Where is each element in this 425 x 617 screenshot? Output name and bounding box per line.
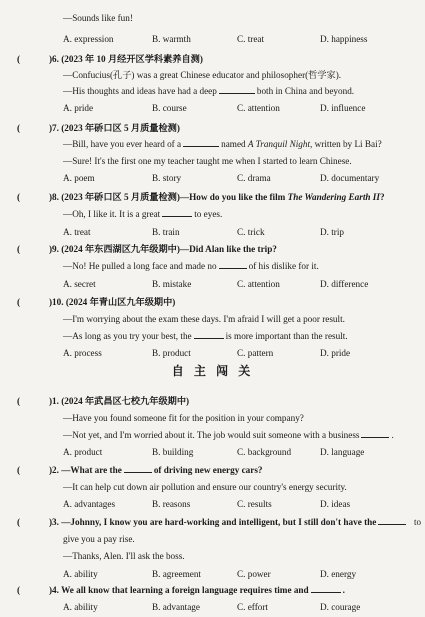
q7-text-2: —Sure! It's the first one my teacher taught me when I started to learn Chinese. bbox=[63, 156, 352, 166]
answer-paren[interactable]: ( bbox=[17, 585, 21, 595]
top-options bbox=[0, 31, 425, 47]
question-10-line-1 bbox=[0, 311, 425, 327]
s3-head-b: to bbox=[413, 517, 421, 527]
question-s1-header bbox=[0, 393, 425, 409]
question-10-header bbox=[0, 294, 425, 310]
q7-text-1c: , written by Li Bai? bbox=[310, 139, 382, 149]
poem-title: A Tranquil Night bbox=[247, 139, 311, 149]
question-8-title: )8. (2023 年硚口区 5 月质量检测)—How do you like the film bbox=[49, 192, 286, 202]
question-s2-line-1 bbox=[0, 479, 425, 495]
option-c[interactable]: C. treat bbox=[237, 34, 265, 44]
option-a[interactable]: A. advantages bbox=[63, 499, 116, 509]
section-heading: 自 主 闯 关 bbox=[171, 364, 254, 378]
option-a[interactable]: A. expression bbox=[63, 34, 114, 44]
question-10-options bbox=[0, 345, 425, 361]
answer-blank[interactable] bbox=[219, 84, 255, 94]
answer-paren[interactable]: ( bbox=[17, 297, 21, 307]
question-s1-line-2 bbox=[0, 427, 425, 443]
answer-paren[interactable]: ( bbox=[17, 244, 21, 254]
question-s3-line-1 bbox=[0, 531, 425, 547]
question-s1-title: )1. (2024 年武昌区七校九年级期中) bbox=[49, 396, 190, 406]
q10-text-2a: —As long as you try your best, the bbox=[63, 331, 192, 341]
option-b[interactable]: B. story bbox=[152, 173, 182, 183]
answer-blank[interactable] bbox=[124, 463, 152, 473]
option-d[interactable]: D. ideas bbox=[320, 499, 351, 509]
answer-paren[interactable]: ( bbox=[17, 123, 21, 133]
option-b[interactable]: B. mistake bbox=[152, 279, 192, 289]
question-s3-options bbox=[0, 566, 425, 582]
q8-text-1a: —Oh, I like it. It is a great bbox=[63, 209, 161, 219]
question-7-line-1 bbox=[0, 136, 425, 152]
question-s3-line-2 bbox=[0, 548, 425, 564]
question-9-options bbox=[0, 276, 425, 292]
option-c[interactable]: C. results bbox=[237, 499, 272, 509]
q9-text-1b: of his dislike for it. bbox=[248, 261, 319, 271]
question-9-line-1 bbox=[0, 258, 425, 274]
option-d[interactable]: D. energy bbox=[320, 569, 357, 579]
answer-paren[interactable]: ( bbox=[17, 54, 21, 64]
option-b[interactable]: B. course bbox=[152, 103, 187, 113]
answer-blank[interactable] bbox=[311, 583, 341, 593]
question-8-header bbox=[0, 189, 425, 205]
s3-text-2: —Thanks, Alen. I'll ask the boss. bbox=[63, 551, 185, 561]
question-7-options bbox=[0, 170, 425, 186]
option-c[interactable]: C. drama bbox=[237, 173, 271, 183]
s1-text-1: —Have you found someone fit for the position in your company? bbox=[63, 413, 304, 423]
option-b[interactable]: B. product bbox=[152, 348, 191, 358]
s1-text-2a: —Not yet, and I'm worried about it. The job would suit someone with a business bbox=[63, 430, 360, 440]
option-a[interactable]: A. ability bbox=[63, 602, 98, 612]
option-d[interactable]: D. courage bbox=[320, 602, 361, 612]
s4-head-a: )4. We all know that learning a foreign language requires time and bbox=[49, 585, 309, 595]
option-a[interactable]: A. poem bbox=[63, 173, 95, 183]
question-s1-options bbox=[0, 444, 425, 460]
question-10-line-2 bbox=[0, 328, 425, 344]
q9-text-1a: —No! He pulled a long face and made no bbox=[63, 261, 217, 271]
option-d[interactable]: D. difference bbox=[320, 279, 369, 289]
option-d[interactable]: D. influence bbox=[320, 103, 366, 113]
option-d[interactable]: D. pride bbox=[320, 348, 351, 358]
option-a[interactable]: A. pride bbox=[63, 103, 94, 113]
s3-text-1: give you a pay rise. bbox=[63, 534, 135, 544]
question-6-header bbox=[0, 51, 425, 67]
option-c[interactable]: C. background bbox=[237, 447, 292, 457]
option-c[interactable]: C. effort bbox=[237, 602, 268, 612]
option-a[interactable]: A. product bbox=[63, 447, 103, 457]
question-6-line-2 bbox=[0, 83, 425, 99]
option-b[interactable]: B. train bbox=[152, 227, 180, 237]
q6-text-1: —Confucius(孔子) was a great Chinese educator and philosopher(哲学家). bbox=[63, 70, 342, 80]
option-a[interactable]: A. secret bbox=[63, 279, 96, 289]
q7-text-1a: —Bill, have you ever heard of a bbox=[63, 139, 182, 149]
option-b[interactable]: B. agreement bbox=[152, 569, 201, 579]
question-6-title: )6. (2023 年 10 月经开区学科素养自测) bbox=[49, 54, 203, 64]
answer-blank[interactable] bbox=[378, 515, 406, 525]
option-a[interactable]: A. treat bbox=[63, 227, 91, 237]
option-c[interactable]: C. pattern bbox=[237, 348, 274, 358]
option-c[interactable]: C. trick bbox=[237, 227, 265, 237]
question-6-options bbox=[0, 100, 425, 116]
s1-text-2b: . bbox=[391, 430, 394, 440]
option-c[interactable]: C. attention bbox=[237, 279, 280, 289]
option-b[interactable]: B. building bbox=[152, 447, 194, 457]
question-s4-options bbox=[0, 599, 425, 615]
answer-paren[interactable]: ( bbox=[17, 396, 21, 406]
option-d[interactable]: D. language bbox=[320, 447, 365, 457]
question-s2-options bbox=[0, 496, 425, 512]
q10-text-2b: is more important than the result. bbox=[225, 331, 348, 341]
question-7-header bbox=[0, 120, 425, 136]
s2-head-a: )2. —What are the bbox=[49, 465, 122, 475]
answer-blank[interactable] bbox=[361, 428, 389, 438]
answer-paren[interactable]: ( bbox=[17, 192, 21, 202]
option-b[interactable]: B. advantage bbox=[152, 602, 200, 612]
question-7-line-2 bbox=[0, 153, 425, 169]
option-a[interactable]: A. process bbox=[63, 348, 102, 358]
question-s2-header bbox=[0, 462, 425, 478]
option-d[interactable]: D. documentary bbox=[320, 173, 380, 183]
question-9-title: )9. (2024 年东西湖区九年级期中)—Did Alan like the trip? bbox=[49, 244, 277, 254]
question-7-title: )7. (2023 年硚口区 5 月质量检测) bbox=[49, 123, 180, 133]
question-s1-line-1 bbox=[0, 410, 425, 426]
q10-text-1: —I'm worrying about the exam these days. I'm afraid I will get a poor result. bbox=[63, 314, 345, 324]
question-9-header bbox=[0, 241, 425, 257]
s2-head-b: of driving new energy cars? bbox=[153, 465, 263, 475]
q8-question-mark: ? bbox=[379, 192, 385, 202]
option-b[interactable]: B. warmth bbox=[152, 34, 191, 44]
top-dialogue bbox=[0, 10, 425, 26]
answer-paren[interactable]: ( bbox=[17, 517, 21, 527]
option-d[interactable]: D. happiness bbox=[320, 34, 368, 44]
question-10-title: )10. (2024 年青山区九年级期中) bbox=[49, 297, 176, 307]
option-b[interactable]: B. reasons bbox=[152, 499, 191, 509]
top-reply: —Sounds like fun! bbox=[63, 13, 133, 23]
answer-blank[interactable] bbox=[194, 329, 224, 339]
answer-blank[interactable] bbox=[162, 207, 192, 217]
question-8-options bbox=[0, 224, 425, 240]
s2-text-1: —It can help cut down air pollution and ensure our country's energy security. bbox=[63, 482, 347, 492]
option-c[interactable]: C. attention bbox=[237, 103, 280, 113]
film-title: The Wandering Earth II bbox=[287, 192, 380, 202]
option-a[interactable]: A. ability bbox=[63, 569, 98, 579]
question-s4-header bbox=[0, 582, 425, 598]
answer-blank[interactable] bbox=[219, 259, 247, 269]
question-s3-header bbox=[0, 514, 425, 530]
q8-text-1b: to eyes. bbox=[194, 209, 223, 219]
question-8-line-1 bbox=[0, 206, 425, 222]
option-c[interactable]: C. power bbox=[237, 569, 271, 579]
q6-text-2b: both in China and beyond. bbox=[256, 86, 355, 96]
q6-text-2a: —His thoughts and ideas have had a deep bbox=[63, 86, 217, 96]
s3-head-a: )3. —Johnny, I know you are hard-working and intelligent, but I still don't have the bbox=[49, 517, 377, 527]
q7-text-1b: named bbox=[221, 139, 246, 149]
question-6-line-1 bbox=[0, 67, 425, 83]
option-d[interactable]: D. trip bbox=[320, 227, 344, 237]
s4-head-b: . bbox=[342, 585, 345, 595]
answer-blank[interactable] bbox=[183, 137, 219, 147]
answer-paren[interactable]: ( bbox=[17, 465, 21, 475]
